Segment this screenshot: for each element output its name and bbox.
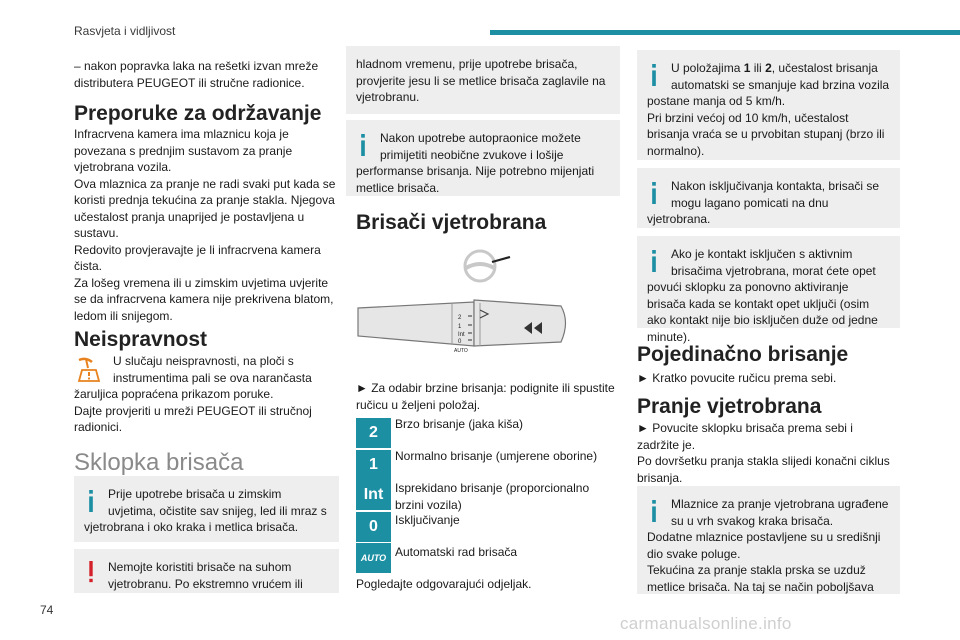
- info-box-winter-first: Prije upotrebe brisača u zimskim uvjetima, očistite sav snijeg, led ili mraz s: [108, 487, 327, 518]
- info-box-nozzles-first: Mlaznice za pranje vjetrobrana ugrađene su u vrh svakog kraka brisača.: [671, 497, 889, 528]
- stalk-mark-int: Int: [458, 332, 465, 338]
- fault-text: žaruljica popraćena prikazom poruke. Dajte provjeriti u mreži PEUGEOT ili stručnoj radionici.: [74, 387, 312, 434]
- select-speed-text: ► Za odabir brzine brisanja: podignite ili spustite ručicu u željeni položaj.: [356, 381, 615, 412]
- info-box-speed-reduction: [637, 50, 900, 160]
- info-box-reactivate-rest: povući sklopku za ponovno aktiviranje brisača kada se kontakt opet uključi (osim ako kontakt nije bio isključen duže od jedne minute).: [647, 280, 878, 344]
- info-box-ignition-first: Nakon isključivanja kontakta, brisači se mogu lagano pomicati na dnu: [671, 179, 880, 210]
- fault-text-indent: U slučaju neispravnosti, na ploči s instrumentima pali se ova narančasta: [113, 354, 312, 385]
- info-box-ignition-rest: vjetrobrana.: [647, 212, 711, 226]
- header-accent-bar: [490, 30, 960, 35]
- info-box-carwash: [346, 120, 620, 196]
- info-box-nozzles-rest: Dodatne mlaznice postavljene su u središnji dio svake poluge. Tekućina za pranje stakla prska se uzduž metlice brisača. Na taj se način poboljšava: [647, 530, 881, 594]
- header-title: Rasvjeta i vidljivost: [74, 24, 176, 38]
- heading-maintenance: Preporuke za održavanje: [74, 102, 322, 125]
- speed-label-intermittent: Isprekidano brisanje (proporcionalno brzini vozila): [395, 481, 590, 512]
- info-icon: [86, 490, 96, 512]
- wiper-fault-lamp-icon: [74, 354, 104, 384]
- heading-wiper-switch: Sklopka brisača: [74, 449, 244, 476]
- stalk-mark-1: 1: [458, 324, 462, 330]
- info-box-speed-first: U položajima 1 ili 2, učestalost brisanja automatski se smanjuje kad brzina vozila: [671, 61, 890, 92]
- warning-box-continued: [346, 46, 620, 114]
- warning-box-dry-text: Nemojte koristiti brisače na suhom vjetrobranu. Po ekstremno vrućem ili: [108, 560, 303, 591]
- warning-box-continued-text: hladnom vremenu, prije upotrebe brisača, provjerite jesu li se metlice brisača zaglavile na vjetrobranu.: [356, 57, 606, 104]
- info-box-nozzles: [637, 486, 900, 594]
- info-icon: [649, 250, 659, 272]
- heading-fault: Neispravnost: [74, 328, 208, 351]
- warning-box-dry: [74, 549, 339, 593]
- heading-single-wipe: Pojedinačno brisanje: [637, 343, 849, 366]
- info-box-winter-rest: vjetrobrana i oko kraka i metlica brisača.: [84, 520, 299, 534]
- info-icon: [649, 500, 659, 522]
- speed-badge-auto: AUTO: [356, 543, 391, 573]
- info-icon: [649, 182, 659, 204]
- speed-label-fast: Brzo brisanje (jaka kiša): [395, 417, 524, 431]
- stalk-mark-2: 2: [458, 315, 462, 321]
- speed-label-auto: Automatski rad brisača: [395, 545, 518, 559]
- see-section-text: Pogledajte odgovarajući odjeljak.: [356, 577, 532, 591]
- info-box-reactivate: [637, 236, 900, 344]
- speed-label-normal: Normalno brisanje (umjerene oborine): [395, 449, 598, 463]
- info-icon: [358, 134, 368, 156]
- stalk-mark-0: 0: [458, 339, 462, 345]
- speed-badge-2: 2: [356, 418, 391, 448]
- speed-badge-1: 1: [356, 450, 391, 480]
- heading-washing: Pranje vjetrobrana: [637, 395, 822, 418]
- wiper-stalk-illustration: [356, 246, 576, 366]
- watermark: carmanualsonline.info: [620, 614, 792, 633]
- info-box-speed-rest: postane manja od 5 km/h. Pri brzini većoj od 10 km/h, učestalost brisanja vraća se u prvobitan stupanj (brzo ili normalno).: [647, 94, 885, 158]
- warning-icon: [86, 561, 96, 583]
- stalk-mark-auto: AUTO: [454, 348, 468, 354]
- speed-label-off: Isključivanje: [395, 513, 460, 527]
- washing-text: ► Povucite sklopku brisača prema sebi i zadržite je. Po dovršetku pranja stakla slijedi konačni ciklus brisanja.: [637, 421, 890, 485]
- info-box-winter: [74, 476, 339, 542]
- info-box-carwash-first: Nakon upotrebe autopraonice možete primijetiti neobične zvukove i lošije: [380, 131, 581, 162]
- maintenance-text: Infracrvena kamera ima mlaznicu koja je povezana s prednjim sustavom za pranje vjetrobrana vozila. Ova mlaznica za pranje ne radi svaki put kada se koristi prednja tekućina za pranje stakla. Njegova učestalost pranja unaprijed je postavljena u sustavu. Redovito provjeravajte je li infracrvena kamera čista. Za lošeg vremena ili u zimskim uvjetima uvjerite se da infracrvena kamera nije prekrivena blatom, ledom ili snijegom.: [74, 127, 336, 323]
- steering-wheel-icon: [465, 251, 510, 281]
- speed-badge-0: 0: [356, 512, 391, 542]
- speed-badge-int: Int: [356, 480, 391, 510]
- page-number: 74: [40, 603, 54, 617]
- info-box-reactivate-first: Ako je kontakt isključen s aktivnim brisačima vjetrobrana, morat ćete opet: [671, 247, 876, 278]
- heading-wipers: Brisači vjetrobrana: [356, 211, 547, 234]
- intro-text: – nakon popravka laka na rešetki izvan mreže distributera PEUGEOT ili stručne radionice.: [74, 59, 319, 90]
- single-wipe-text: ► Kratko povucite ručicu prema sebi.: [637, 371, 837, 385]
- info-box-carwash-rest: performanse brisanja. Nije potrebno mijenjati metlice brisača.: [356, 164, 595, 195]
- info-box-ignition-off: [637, 168, 900, 228]
- info-icon: [649, 64, 659, 86]
